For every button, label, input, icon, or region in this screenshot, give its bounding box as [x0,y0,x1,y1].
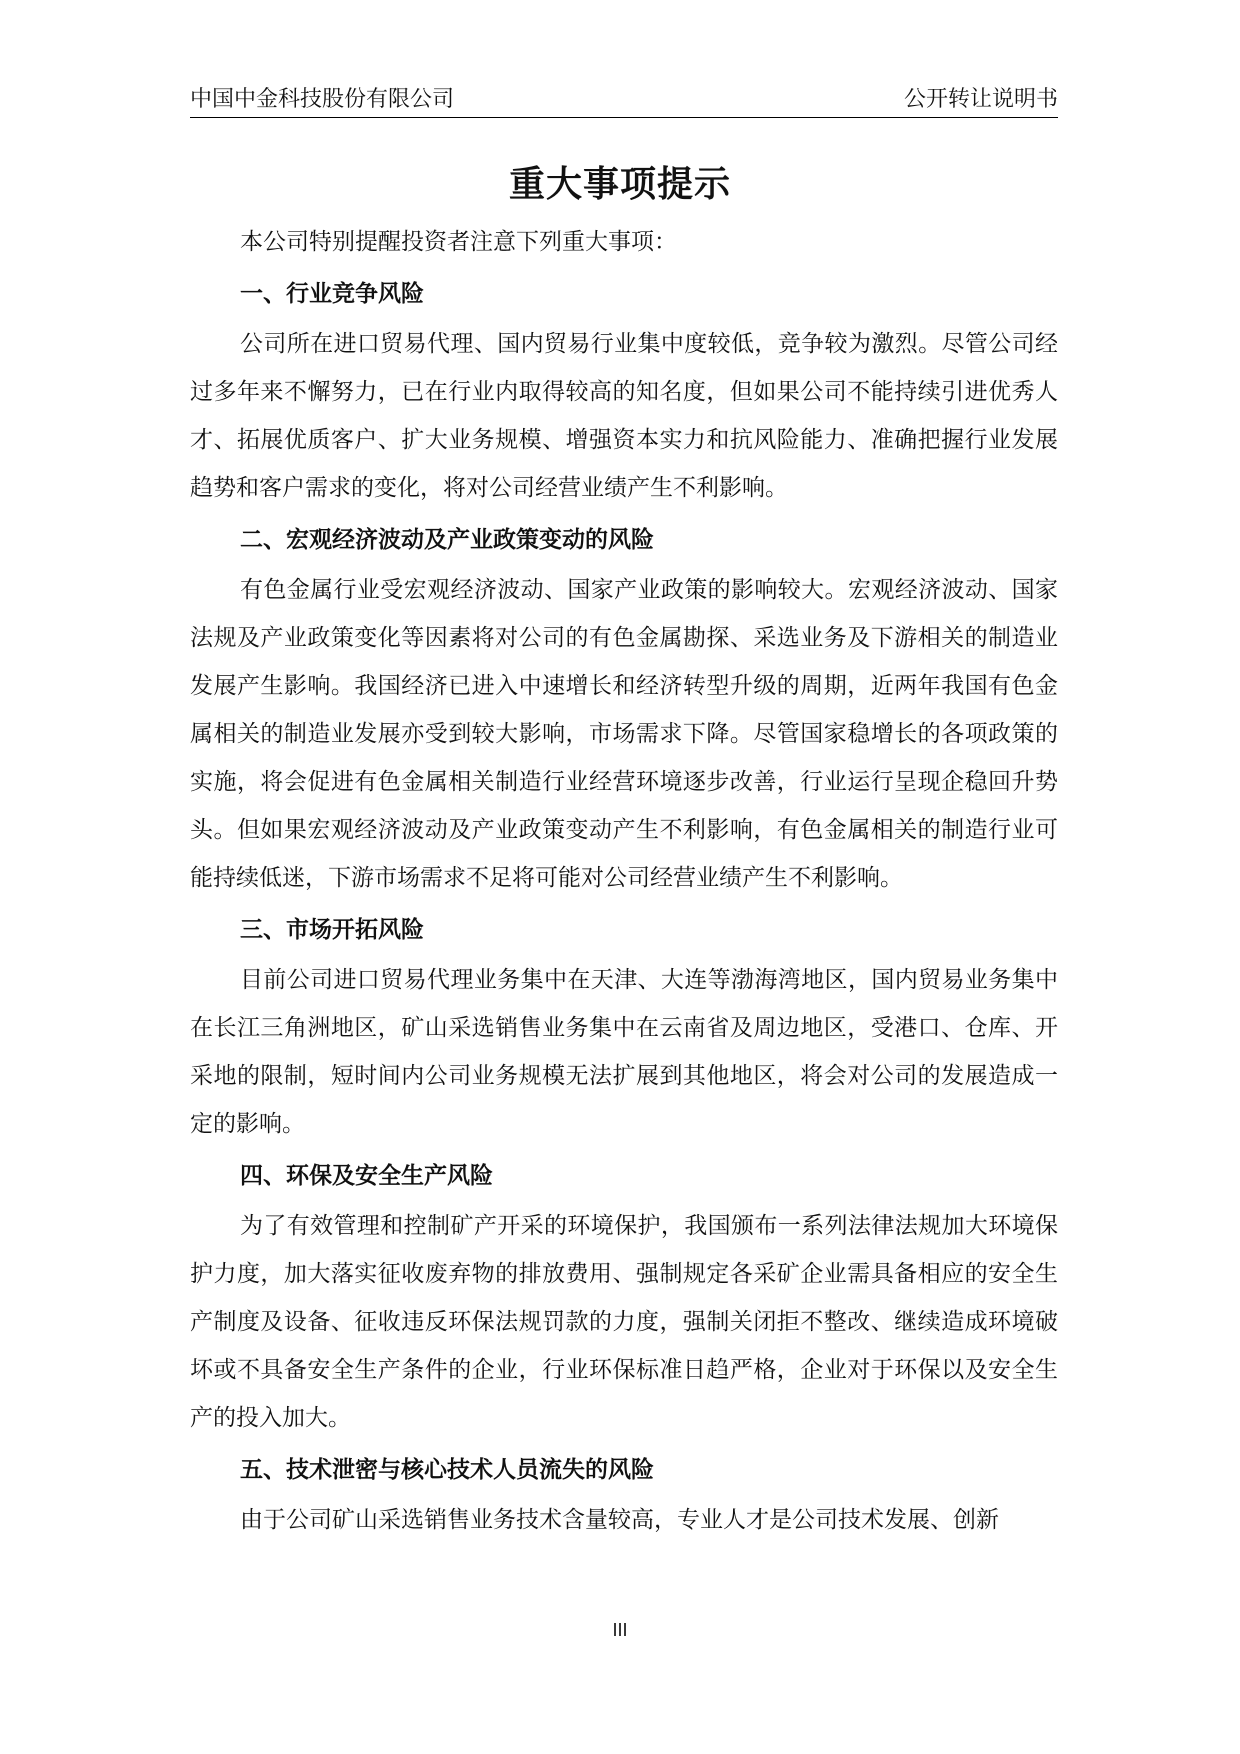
section-heading: 一、行业竞争风险 [240,281,424,307]
section-paragraph: 有色金属行业受宏观经济波动、国家产业政策的影响较大。宏观经济波动、国家法规及产业政策变化等因素将对公司的有色金属勘探、采选业务及下游相关的制造业发展产生影响。我国经济已进入中速增长和经济转型升级的周期，近两年我国有色金属相关的制造业发展亦受到较大影响，市场需求下降。尽管国家稳增长的各项政策的实施，将会促进有色金属相关制造行业经营环境逐步改善，行业运行呈现企稳回升势头。但如果宏观经济波动及产业政策变动产生不利影响，有色金属相关的制造行业可能持续低迷，下游市场需求不足将可能对公司经营业绩产生不利影响。 [190,577,1058,891]
page-number: III [612,1620,628,1640]
page-title: 重大事项提示 [508,164,731,205]
page-header [190,84,1058,118]
section-heading: 三、市场开拓风险 [240,917,424,943]
section-macro-policy-risk [190,516,1058,902]
intro-paragraph: 本公司特别提醒投资者注意下列重大事项： [240,229,677,255]
header-document-type: 公开转让说明书 [903,87,1058,112]
section-paragraph: 目前公司进口贸易代理业务集中在天津、大连等渤海湾地区，国内贸易业务集中在长江三角洲地区，矿山采选销售业务集中在云南省及周边地区，受港口、仓库、开采地的限制，短时间内公司业务规模无法扩展到其他地区，将会对公司的发展造成一定的影响。 [190,967,1058,1137]
document-body [190,218,1058,1544]
section-market-expansion-risk [190,906,1058,1148]
section-paragraph: 由于公司矿山采选销售业务技术含量较高，专业人才是公司技术发展、创新 [240,1507,999,1533]
section-technology-leak-risk [190,1446,1058,1544]
section-heading: 二、宏观经济波动及产业政策变动的风险 [240,527,654,553]
section-paragraph: 公司所在进口贸易代理、国内贸易行业集中度较低，竞争较为激烈。尽管公司经过多年来不懈努力，已在行业内取得较高的知名度，但如果公司不能持续引进优秀人才、拓展优质客户、扩大业务规模、增强资本实力和抗风险能力、准确把握行业发展趋势和客户需求的变化，将对公司经营业绩产生不利影响。 [190,331,1058,501]
section-heading: 四、环保及安全生产风险 [240,1163,493,1189]
section-paragraph: 为了有效管理和控制矿产开采的环境保护，我国颁布一系列法律法规加大环境保护力度，加大落实征收废弃物的排放费用、强制规定各采矿企业需具备相应的安全生产制度及设备、征收违反环保法规罚款的力度，强制关闭拒不整改、继续造成环境破坏或不具备安全生产条件的企业，行业环保标准日趋严格，企业对于环保以及安全生产的投入加大。 [190,1213,1058,1431]
section-industry-competition-risk [190,270,1058,512]
section-environmental-safety-risk [190,1152,1058,1442]
section-heading: 五、技术泄密与核心技术人员流失的风险 [240,1457,654,1483]
header-company-name: 中国中金科技股份有限公司 [190,87,455,112]
